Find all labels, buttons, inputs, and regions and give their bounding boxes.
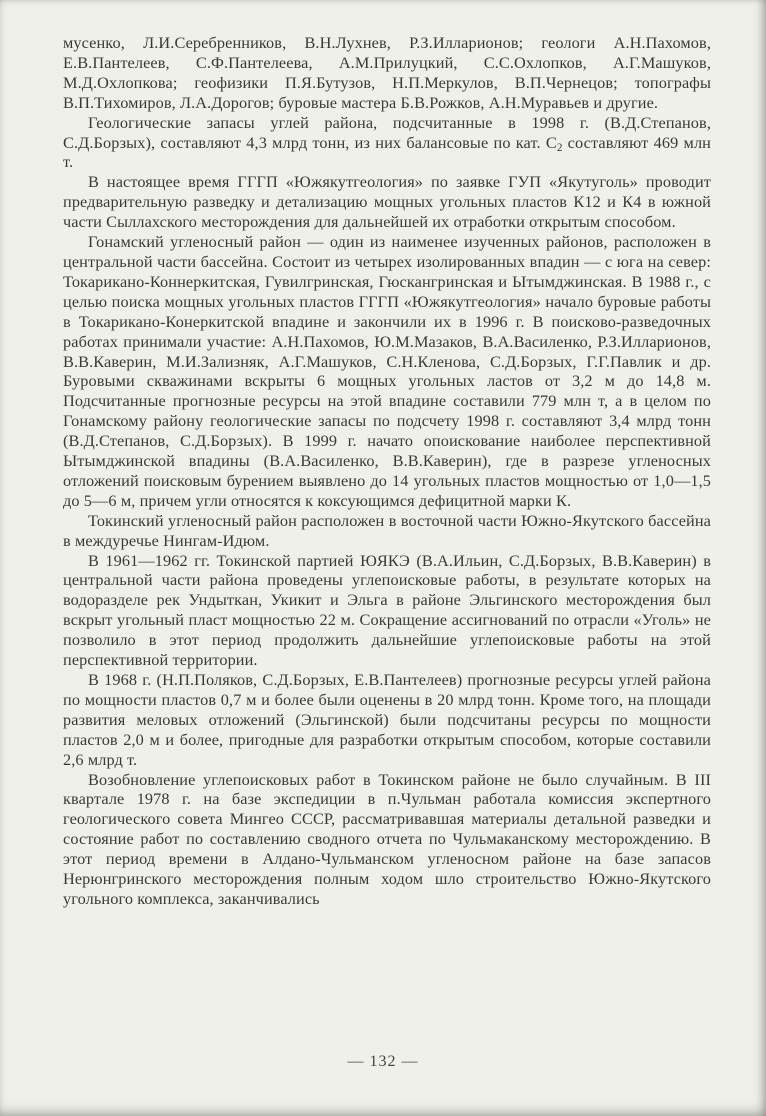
paragraph-gonam-district: Гонамский угленосный район — один из наименее изученных районов, расположен в центральной части бассейна. Состоит из четырех изолированных впадин — с юга на север: Токарикано-Коннеркитская, Гувилгринская, Гюскангринская и Ытымджинская. В 1988 г., с целью поиска мощных угольных пластов ГГГП «Южякутгеология» начало буровые работы в Токарикано-Конеркитской впадине и закончили их в 1996 г. В поисково-разведочных работах принимали участие: А.Н.Пахомов, Ю.М.Мазаков, В.А.Василенко, Р.З.Илларионов, В.В.Каверин, М.И.Зализняк, А.Г.Машуков, С.Н.Кленова, С.Д.Борзых, Г.Г.Павлик и др. Буровыми скважинами вскрыты 6 мощных угольных ластов от 3,2 м до 14,8 м. Подсчитанные прогнозные ресурсы на этой впадине составили 779 млн т, а в целом по Гонамскому району геологические запасы по подсчету 1998 г. составляют 3,4 млрд тонн (В.Д.Степанов, С.Д.Борзых). В 1999 г. начато опоискование наиболее перспективной Ытымджинской впадины (В.А.Василенко, В.В.Каверин), где в разрезе угленосных отложений поисковым бурением выявлено до 14 угольных пластов мощностью от 1,0—1,5 до 5—6 м, причем угли относятся к коксующимся дефицитной марки К. [63, 232, 711, 510]
paragraph-names-continuation: мусенко, Л.И.Серебренников, В.Н.Лухнев, Р.З.Илларионов; геологи А.Н.Пахомов, Е.В.Пантелеев, С.Ф.Пантелеева, А.М.Прилуцкий, С.С.Охлопков, А.Г.Машуков, М.Д.Охлопкова; геофизики П.Я.Бутузов, Н.П.Меркулов, В.П.Чернецов; топографы В.П.Тихомиров, Л.А.Дорогов; буровые мастера Б.В.Рожков, А.Н.Муравьев и другие. [63, 33, 711, 112]
paragraph-text-before-subscript: Геологические запасы углей района, подсчитанные в 1998 г. (В.Д.Степанов, С.Д.Борзых), составляют 4,3 млрд тонн, из них балансовые по кат. С [63, 112, 711, 152]
paragraph-current-exploration: В настоящее время ГГГП «Южякутгеология» по заявке ГУП «Якутуголь» проводит предварительную разведку и детализацию мощных угольных пластов К12 и К4 в южной части Сыллахского месторождения для дальнейшей их отработки открытым способом. [63, 172, 711, 232]
paragraph-1961-1962-works: В 1961—1962 гг. Токинской партией ЮЯКЭ (В.А.Ильин, С.Д.Борзых, В.В.Каверин) в центральной части района проведены углепоисковые работы, в результате которых на водоразделе рек Ундыткан, Укикит и Эльга в районе Эльгинского месторождения был вскрыт угольный пласт мощностью 22 м. Сокращение ассигнований по отрасли «Уголь» не позволило в этот период продолжить дальнейшие углепоисковые работы на этой перспективной территории. [63, 550, 711, 670]
page-number: — 132 — [347, 1053, 419, 1070]
body-text [63, 33, 711, 909]
paragraph-geological-reserves [63, 113, 711, 173]
paragraph-tokinsky-district-location: Токинский угленосный район расположен в восточной части Южно-Якутского бассейна в междуречье Нингам-Идюм. [63, 510, 711, 550]
subscript-category-index: 2 [556, 141, 563, 154]
paragraph-1968-resources: В 1968 г. (Н.П.Поляков, С.Д.Борзых, Е.В.Пантелеев) прогнозные ресурсы углей района по мощности пластов 0,7 м и более были оценены в 20 млрд тонн. Кроме того, на площади развития меловых отложений (Эльгинской) были подсчитаны ресурсы по мощности пластов 2,0 м и более, пригодные для разработки открытым способом, которые составили 2,6 млрд т. [63, 670, 711, 769]
paragraph-works-resumption: Возобновление углепоисковых работ в Токинском районе не было случайным. В III квартале 1978 г. на базе экспедиции в п.Чульман работала комиссия экспертного геологического совета Мингео СССР, рассматривавшая материалы детальной разведки и состояние работ по составлению сводного отчета по Чульмаканскому месторождению. В этот период времени в Алдано-Чульманском угленосном районе на базе запасов Нерюнгринского месторождения полным ходом шло строительство Южно-Якутского угольного комплекса, заканчивались [63, 769, 711, 908]
paragraph-text-after-subscript: составляют 469 млн т. [63, 132, 711, 172]
